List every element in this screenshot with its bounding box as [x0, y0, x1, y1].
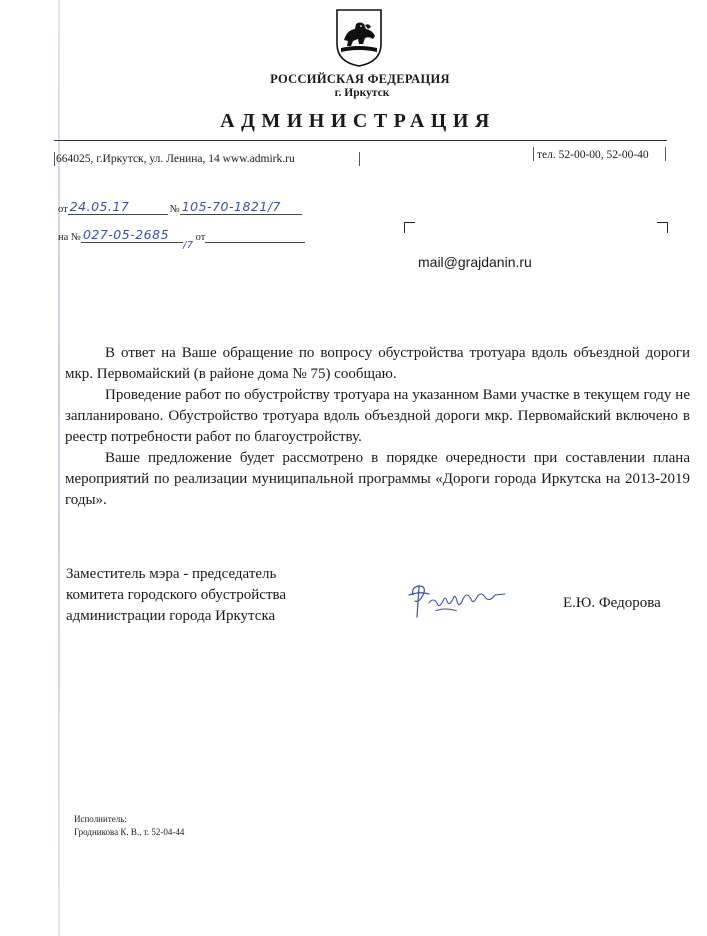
recipient-email: mail@grajdanin.ru [418, 254, 532, 270]
signer-position-line: администрации города Иркутска [66, 608, 276, 624]
phone-left-bar [533, 147, 534, 161]
reply-number: 027-05-2685 [81, 227, 183, 243]
signer-name: Е.Ю. Федорова [563, 595, 661, 611]
handwritten-signature [405, 577, 510, 627]
phone-line: тел. 52-00-00, 52-00-40 [537, 149, 649, 161]
body-paragraph: Проведение работ по обустройству тротуара на указанном Вами участке в текущем году не запланировано. Обустройство тротуара вдоль объездной дороги мкр. Первомайский включено в реестр потребности работ по благоустройству. [65, 387, 690, 445]
reply-label: на № [58, 232, 81, 243]
address-line: 664025, г.Иркутск, ул. Ленина, 14 www.admirk.ru [56, 153, 295, 165]
executor-label: Исполнитель: [74, 814, 127, 824]
address-left-bar [54, 152, 55, 166]
executor-block [74, 813, 184, 839]
signer-position [66, 564, 286, 627]
address-block-corner-right [657, 222, 668, 233]
body-paragraph: В ответ на Ваше обращение по вопросу обустройства тротуара вдоль объездной дороги мкр. Первомайский (в районе дома № 75) сообщаю. [65, 345, 690, 382]
signer-position-line: Заместитель мэра - председатель [66, 566, 277, 582]
reply-date-label: от [195, 232, 206, 243]
country-title: РОССИЙСКАЯ ФЕДЕРАЦИЯ [270, 72, 450, 86]
reply-date-value [205, 230, 305, 243]
date-value: 24.05.17 [68, 199, 168, 215]
irkutsk-coat-of-arms-icon [335, 8, 383, 68]
phone-right-bar [665, 147, 666, 161]
number-value: 105-70-1821/7 [180, 199, 302, 215]
address-right-bar [359, 152, 360, 166]
signer-position-line: комитета городского обустройства [66, 587, 287, 603]
city-title: г. Иркутск [334, 87, 390, 99]
header-divider [54, 140, 667, 141]
number-label: № [169, 204, 180, 215]
outgoing-reference [58, 199, 302, 215]
letter-body [65, 343, 690, 511]
incoming-reference [58, 227, 305, 251]
reply-suffix: /7 [182, 240, 194, 251]
address-block-corner-left [404, 222, 415, 233]
date-label: от [58, 204, 68, 215]
organization-title: АДМИНИСТРАЦИЯ [220, 110, 496, 132]
body-paragraph: Ваше предложение будет рассмотрено в порядке очередности при составлении плана мероприятий по реализации муниципальной программы «Дороги города Иркутска на 2013-2019 годы». [65, 450, 690, 508]
executor-details: Гродникова К. В., т. 52-04-44 [74, 827, 185, 837]
